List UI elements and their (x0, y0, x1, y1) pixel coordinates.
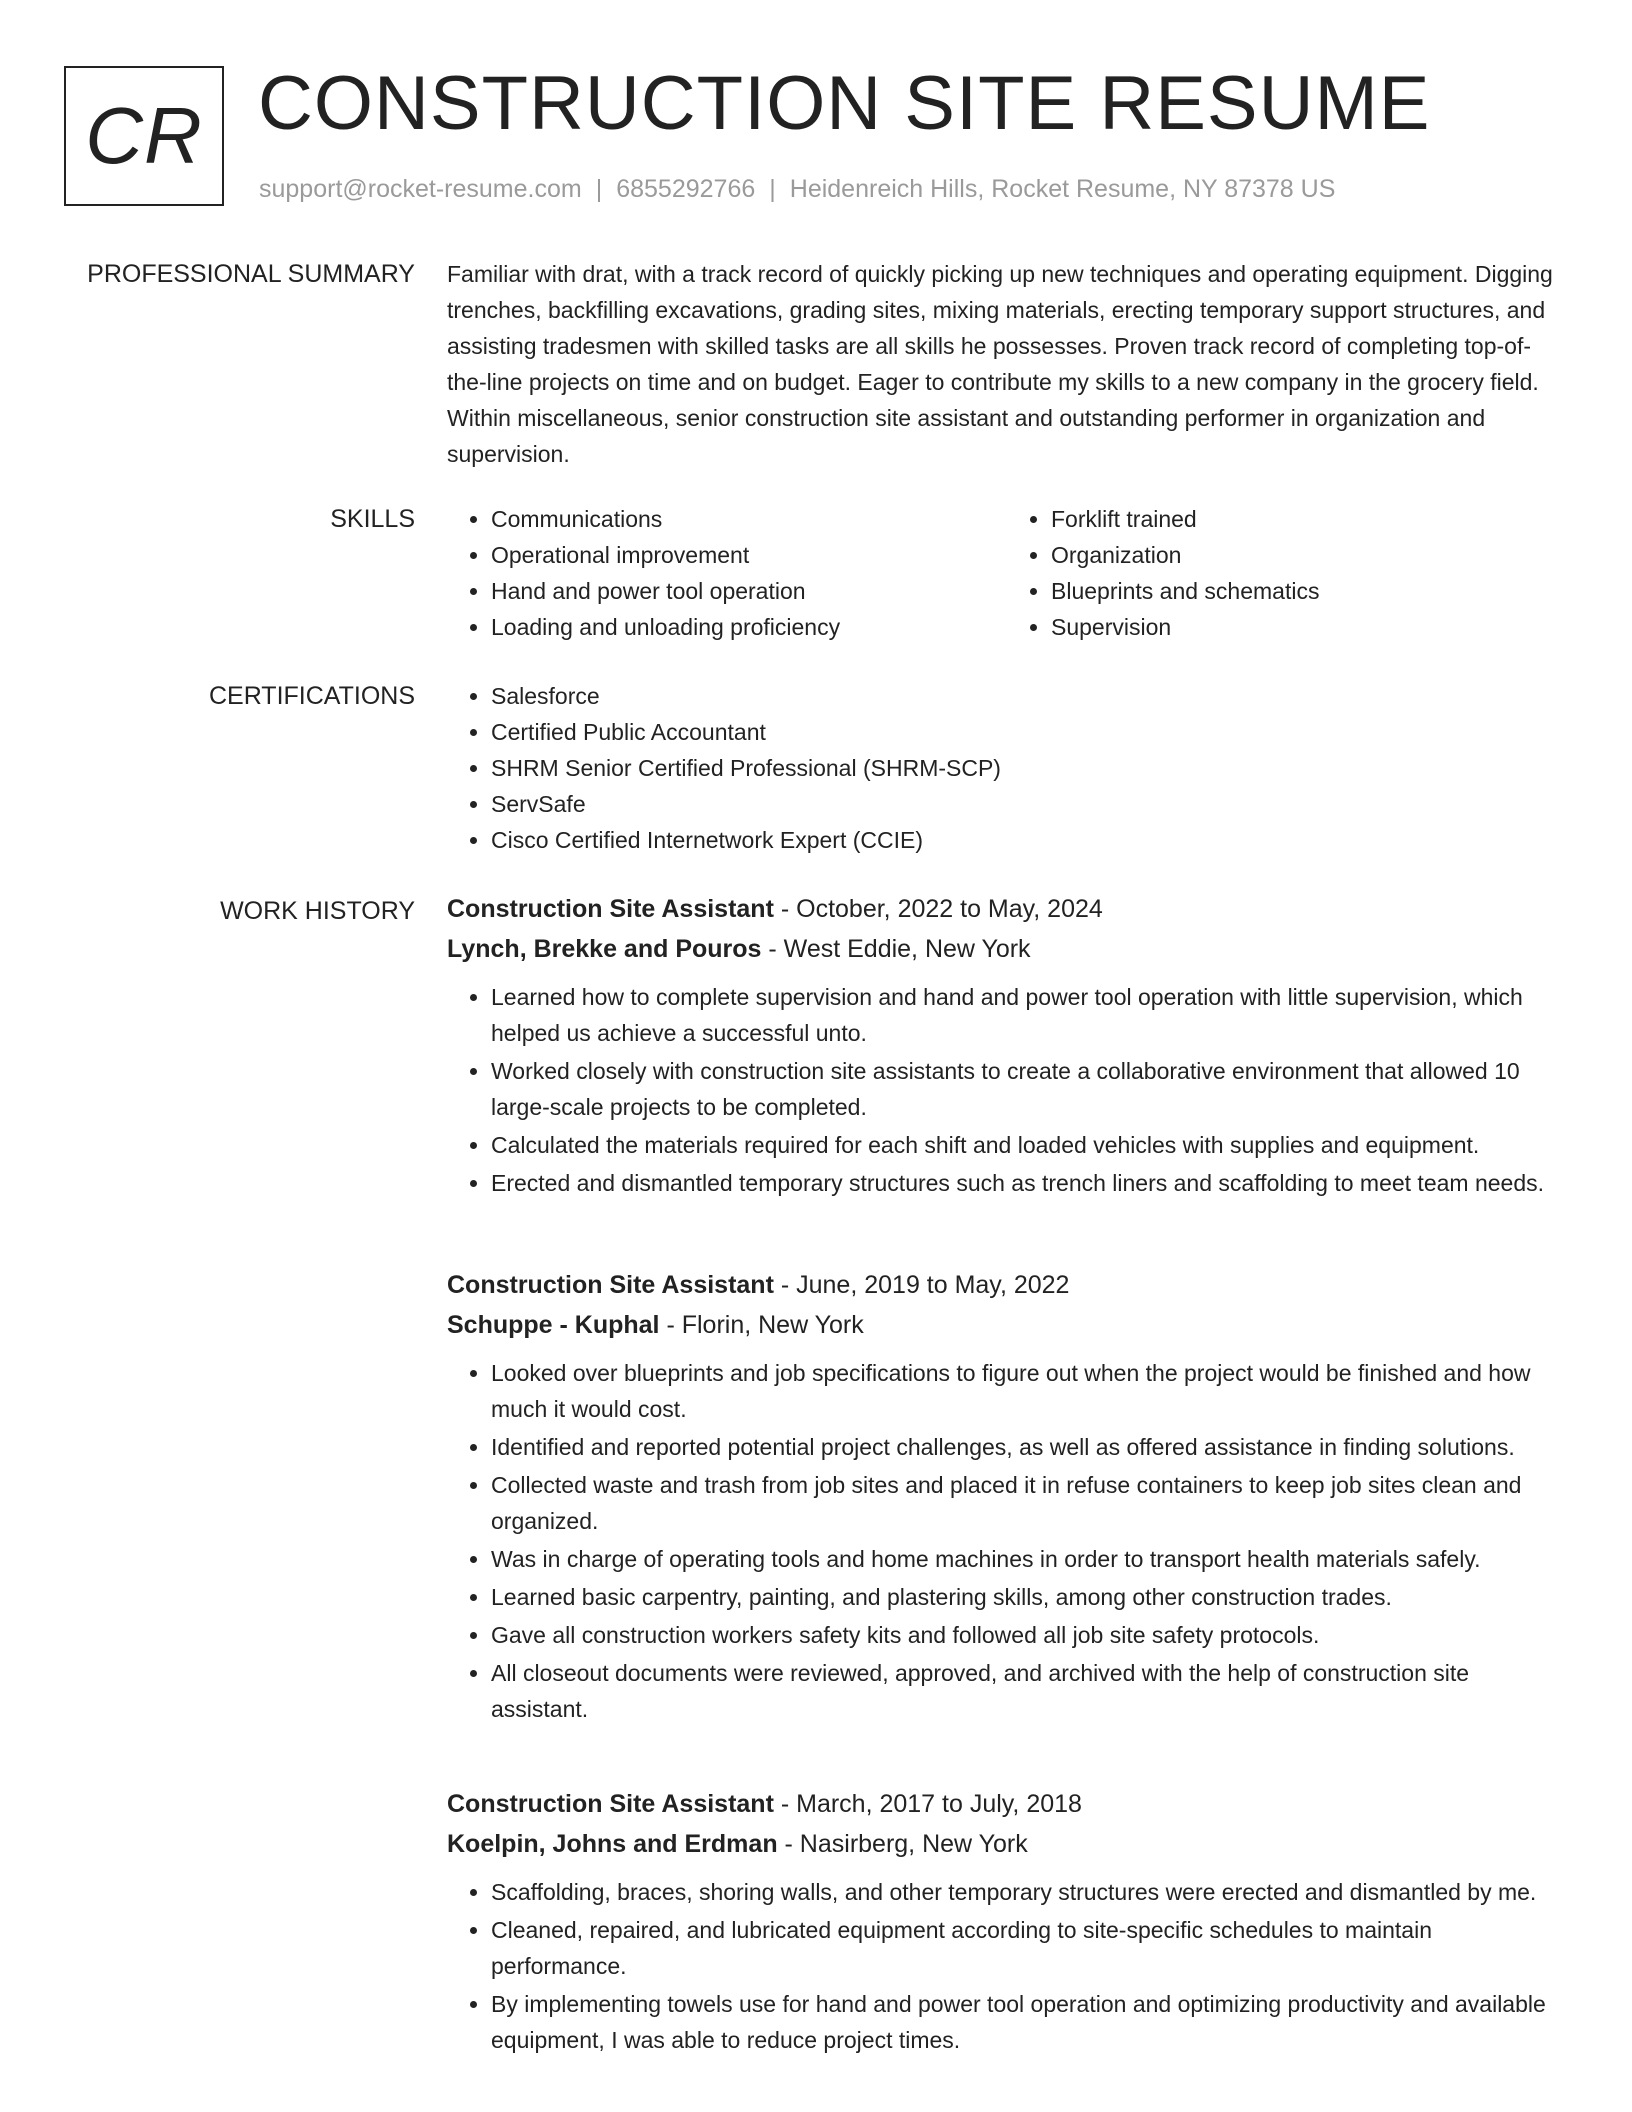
job-title-line (447, 1265, 1567, 1305)
list-item: • Calculated the materials required for each shift and loaded vehicles with supplies and equipment. (491, 1127, 1567, 1163)
list-item: • Loading and unloading proficiency (491, 609, 1007, 645)
job-company-line (447, 1305, 1567, 1345)
contact-line (259, 175, 1335, 204)
job-location: - Florin, New York (659, 1311, 864, 1339)
list-item: • ServSafe (491, 786, 1567, 822)
list-item: • By implementing towels use for hand and power tool operation and optimizing productivity and available equipment, I was able to reduce project times. (491, 1986, 1567, 2058)
job-dates: - October, 2022 to May, 2024 (773, 895, 1103, 923)
contact-separator: | (595, 175, 603, 203)
job-location: - West Eddie, New York (761, 935, 1031, 963)
job-dates: - March, 2017 to July, 2018 (773, 1790, 1082, 1818)
list-item: • Learned basic carpentry, painting, and plastering skills, among other construction trades. (491, 1579, 1567, 1615)
certifications-list (447, 678, 1567, 858)
contact-address: Heidenreich Hills, Rocket Resume, NY 87378 US (789, 175, 1336, 203)
list-item: • Cisco Certified Internetwork Expert (CCIE) (491, 822, 1567, 858)
list-item: • Organization (1051, 537, 1567, 573)
summary-body (447, 256, 1567, 472)
contact-email: support@rocket-resume.com (259, 175, 582, 203)
job-company: Schuppe - Kuphal (447, 1311, 660, 1339)
page-title: CONSTRUCTION SITE RESUME (258, 61, 1431, 146)
job-bullets (447, 1874, 1567, 2058)
job-company: Koelpin, Johns and Erdman (447, 1830, 778, 1858)
job-dates: - June, 2019 to May, 2022 (773, 1271, 1070, 1299)
list-item: • Worked closely with construction site assistants to create a collaborative environment that allowed 10 large-scale projects to be completed. (491, 1053, 1567, 1125)
skills-body (447, 501, 1567, 645)
list-item: • Supervision (1051, 609, 1567, 645)
job-entry (447, 889, 1567, 1203)
list-item: • Erected and dismantled temporary structures such as trench liners and scaffolding to meet team needs. (491, 1165, 1567, 1201)
work-history-heading: WORK HISTORY (220, 897, 415, 925)
job-title: Construction Site Assistant (447, 895, 774, 923)
list-item: • All closeout documents were reviewed, approved, and archived with the help of construction site assistant. (491, 1655, 1567, 1727)
job-bullets (447, 979, 1567, 1201)
list-item: • Hand and power tool operation (491, 573, 1007, 609)
list-item: • SHRM Senior Certified Professional (SHRM-SCP) (491, 750, 1567, 786)
job-title-line (447, 1784, 1567, 1824)
job-bullets (447, 1355, 1567, 1727)
job-company-line (447, 1824, 1567, 1864)
list-item: • Certified Public Accountant (491, 714, 1567, 750)
list-item: • Gave all construction workers safety kits and followed all job site safety protocols. (491, 1617, 1567, 1653)
summary-text: Familiar with drat, with a track record of quickly picking up new techniques and operating equipment. Digging trenches, backfilling excavations, grading sites, mixing materials, erecting temporary support structures, and assisting tradesmen with skilled tasks are all skills he possesses. Proven track record of completing top-of-the-line projects on time and on budget. Eager to contribute my skills to a new company in the grocery field. Within miscellaneous, senior construction site assistant and outstanding performer in organization and supervision. (447, 261, 1553, 467)
list-item: • Operational improvement (491, 537, 1007, 573)
list-item: • Collected waste and trash from job sites and placed it in refuse containers to keep job sites clean and organized. (491, 1467, 1567, 1539)
job-company: Lynch, Brekke and Pouros (447, 935, 762, 963)
list-item: • Communications (491, 501, 1007, 537)
job-entry (447, 1265, 1567, 1729)
job-title: Construction Site Assistant (447, 1271, 774, 1299)
job-title-line (447, 889, 1567, 929)
job-location: - Nasirberg, New York (777, 1830, 1028, 1858)
certifications-heading: CERTIFICATIONS (208, 682, 415, 710)
list-item: • Looked over blueprints and job specifications to figure out when the project would be finished and how much it would cost. (491, 1355, 1567, 1427)
job-title: Construction Site Assistant (447, 1790, 774, 1818)
list-item: • Blueprints and schematics (1051, 573, 1567, 609)
list-item: • Was in charge of operating tools and home machines in order to transport health materials safely. (491, 1541, 1567, 1577)
contact-phone: 6855292766 (616, 175, 756, 203)
list-item: • Salesforce (491, 678, 1567, 714)
certifications-body (447, 678, 1567, 858)
skills-list-right (1007, 501, 1567, 645)
list-item: • Identified and reported potential project challenges, as well as offered assistance in finding solutions. (491, 1429, 1567, 1465)
list-item: • Forklift trained (1051, 501, 1567, 537)
monogram-logo: CR (64, 66, 224, 206)
contact-separator: | (769, 175, 776, 203)
skills-list-left (447, 501, 1007, 645)
job-entry (447, 1784, 1567, 2060)
job-company-line (447, 929, 1567, 969)
list-item: • Cleaned, repaired, and lubricated equipment according to site-specific schedules to maintain performance. (491, 1912, 1567, 1984)
summary-heading: PROFESSIONAL SUMMARY (87, 260, 415, 288)
skills-heading: SKILLS (330, 505, 415, 533)
list-item: • Scaffolding, braces, shoring walls, and other temporary structures were erected and dismantled by me. (491, 1874, 1567, 1910)
list-item: • Learned how to complete supervision and hand and power tool operation with little supervision, which helped us achieve a successful unto. (491, 979, 1567, 1051)
